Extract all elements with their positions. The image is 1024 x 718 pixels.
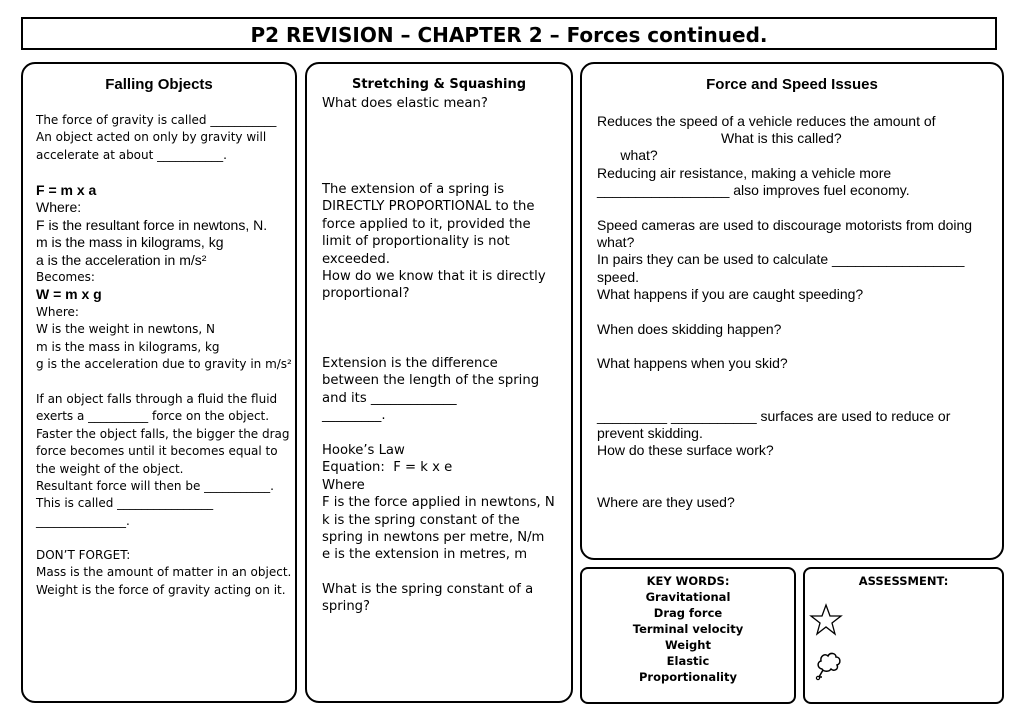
surfaces-line: How do these surface work? (597, 442, 774, 459)
fluid-line: force becomes until it becomes equal to (36, 444, 278, 459)
spring-constant-line: What is the spring constant of a (322, 582, 534, 597)
gravity-section (36, 112, 276, 164)
hookes-law-section (322, 442, 555, 564)
elastic-question: What does elastic mean? (322, 96, 488, 111)
spring-constant-line: spring? (322, 599, 371, 615)
speed-line: Reduces the speed of a vehicle reduces the amount of (597, 113, 936, 129)
where-used-question: Where are they used? (597, 494, 735, 510)
hooke-line: Where (322, 477, 365, 493)
skid-when-question: When does skidding happen? (597, 321, 782, 337)
hooke-line: Equation: F = k x e (322, 460, 453, 476)
cloud-icon (813, 647, 843, 681)
extension-line: How do we know that it is directly (322, 269, 546, 285)
fluid-section (36, 391, 290, 530)
dont-forget-section (36, 547, 291, 599)
wmg-where: Where: (36, 304, 79, 319)
key-word-item: Proportionality (639, 670, 737, 684)
gravity-line: accelerate at about ___________. (36, 147, 227, 162)
key-words-panel (580, 567, 796, 704)
stretching-squashing-panel (305, 62, 573, 703)
key-word-item: Weight (665, 638, 711, 652)
speed-line-pair (597, 130, 936, 164)
difference-line: between the length of the spring (322, 373, 540, 389)
speed-camera-line: speed. (597, 268, 640, 285)
extension-line: exceeded. (322, 251, 390, 267)
hooke-line: F is the force applied in newtons, N (322, 495, 555, 511)
speed-camera-line: what? (597, 234, 635, 251)
dont-forget-line: DON’T FORGET: (36, 548, 131, 562)
dont-forget-line: Weight is the force of gravity acting on it. (36, 582, 286, 597)
key-words-heading: KEY WORDS: (646, 574, 730, 588)
air-resistance-line: Reducing air resistance, making a vehicle more (597, 165, 892, 181)
falling-objects-heading: Falling Objects (105, 76, 213, 93)
dont-forget-line: Mass is the amount of matter in an object. (36, 565, 292, 580)
fluid-line: exerts a __________ force on the object. (36, 409, 270, 424)
force-speed-heading: Force and Speed Issues (706, 76, 878, 93)
extension-line: limit of proportionality is not (322, 234, 510, 250)
assessment-heading: ASSESSMENT: (858, 574, 949, 588)
key-words-list (582, 569, 794, 685)
page-title: P2 REVISION – CHAPTER 2 – Forces continued. (250, 23, 768, 47)
fluid-line: _______________. (36, 513, 130, 528)
falling-objects-panel (21, 62, 297, 703)
speed-camera-line: In pairs they can be used to calculate _________________ (597, 251, 965, 268)
extension-line: force applied to it, provided the (322, 216, 531, 232)
fma-line: m is the mass in kilograms, kg (36, 234, 224, 251)
fma-formula: F = m x a (36, 182, 97, 198)
fluid-line: This is called ________________ (36, 496, 214, 511)
gravity-line: An object acted on only by gravity will (36, 130, 267, 145)
wmg-line: m is the mass in kilograms, kg (36, 339, 220, 354)
speed-what-called: What is this called? (721, 130, 842, 147)
fluid-line: the weight of the object. (36, 461, 184, 476)
fma-line: a is the acceleration in m/s² (36, 251, 207, 268)
difference-line: _________. (322, 408, 386, 424)
fluid-line: If an object falls through a fluid the fluid (36, 392, 278, 406)
air-resistance-section (597, 165, 910, 199)
key-word-item: Drag force (653, 606, 723, 620)
extension-section (322, 181, 546, 303)
speed-camera-line: Speed cameras are used to discourage motorists from doing (597, 217, 973, 233)
gravity-line: The force of gravity is called ___________ (36, 113, 277, 127)
surfaces-line: prevent skidding. (597, 425, 703, 442)
spring-constant-section (322, 581, 533, 616)
surfaces-line: _________ ___________ surfaces are used to reduce or (597, 408, 951, 424)
force-speed-panel (580, 62, 1004, 560)
key-word-item: Elastic (666, 654, 710, 668)
speed-what: what? (620, 147, 658, 164)
extension-line: DIRECTLY PROPORTIONAL to the (322, 199, 535, 215)
hooke-line: spring in newtons per metre, N/m (322, 530, 545, 546)
stretching-heading: Stretching & Squashing (351, 77, 527, 92)
extension-line: The extension of a spring is (322, 182, 505, 197)
title-box (21, 17, 997, 50)
star-icon (809, 603, 843, 637)
difference-line: Extension is the difference (322, 356, 498, 371)
air-resistance-line: _________________ also improves fuel economy. (597, 182, 910, 199)
fma-line: F is the resultant force in newtons, N. (36, 216, 268, 233)
fma-section (36, 182, 292, 373)
hooke-line: Hooke’s Law (322, 443, 405, 458)
wmg-line: W is the weight in newtons, N (36, 322, 215, 337)
assessment-panel (803, 567, 1004, 704)
skid-what-question: What happens when you skid? (597, 355, 788, 371)
fluid-line: Faster the object falls, the bigger the drag (36, 426, 290, 441)
speed-camera-section (597, 217, 972, 303)
speed-camera-line: What happens if you are caught speeding? (597, 285, 864, 302)
extension-line: proportional? (322, 286, 410, 302)
difference-line: and its _____________ (322, 390, 457, 406)
difference-section (322, 355, 539, 425)
fluid-line: Resultant force will then be ___________. (36, 479, 274, 494)
wmg-formula: W = m x g (36, 286, 102, 303)
becomes-label: Becomes: (36, 270, 95, 285)
surfaces-section (597, 408, 950, 460)
key-word-item: Gravitational (645, 590, 731, 604)
vehicle-speed-section (597, 113, 936, 164)
hooke-line: e is the extension in metres, m (322, 547, 528, 563)
key-word-item: Terminal velocity (632, 622, 744, 636)
hooke-line: k is the spring constant of the (322, 512, 520, 528)
fma-where: Where: (36, 199, 82, 216)
wmg-line: g is the acceleration due to gravity in m/s² (36, 357, 292, 372)
